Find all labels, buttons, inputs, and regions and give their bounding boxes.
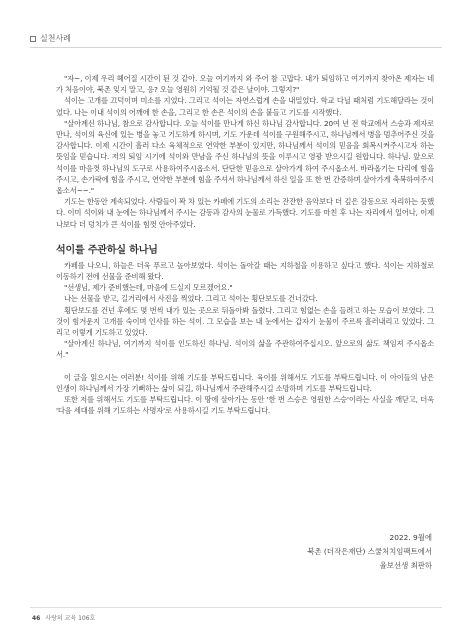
paragraph: 기도는 한동안 계속되었다. 사람들이 꽉 차 있는 카페에 기도의 소리는 잔잔한 음악보다 더 깊은 감동으로 자리하는 듯했다. 이미 석이와 내 눈에는 하나님께서 주시는 감동과 감사의 눈물로 가득했다. 기도를 마친 후 나는 자리에서 일어나, 이제 나보다 더 덩치가 큰 석이를 힘껏 안아주었다. [56,197,434,229]
paragraph: 석이는 고개를 끄덕이며 미소를 지었다. 그리고 석이는 자연스럽게 손을 내밀었다. 학교 다닐 때처럼 기도해달라는 것이었다. 나는 이내 석이의 어깨에 한 손을, 그리고 한 손은 석이의 손을 붙들고 기도를 시작했다. [56,96,434,117]
signature-school: 북촌 (더작은재단) 스쿨처치임팩트에서 [307,547,432,556]
section-title: 실천사례 [40,34,71,43]
paragraph: "자~, 이제 우리 헤어질 시간이 된 것 같아. 오늘 여기까지 와 주어 참 고맙다. 내가 퇴임하고 여기까지 찾아온 제자는 네가 처음이야, 북촌 잊지 말고, 응? 오늘 영원히 기억될 것 같은 날이야. 그렇지?" [56,74,434,95]
signature-author: 율보선생 최판하 [379,561,432,570]
paragraph: "살아계신 하나님, 참으로 감사합니다. 오늘 석이를 만나게 하신 하나님 감사합니다. 20여 년 전 학교에서 스승과 제자로 만나, 석이의 육신에 있는 병을 놓고 기도하게 하시며, 기도 가운데 석이를 구원해주시고, 하나님께서 병을 멈추어주신 것을 감사합니다. 이제 시간이 흘러 다소 육체적으로 연약한 부분이 있지만, 하나님께서 석이의 믿음을 회복시켜주시고자 하는 뜻임을 믿습니다. 저의 퇴임 시기에 석이와 만남을 주신 하나님의 뜻을 이루시고 영광 받으시길 원합니다. 하나님. 앞으로 석이를 마음껏 하나님의 도구로 사용하여주시옵소서. 단단한 믿음으로 살아가게 하여 주시옵소서. 바라옵기는 다리에 힘을 주시고, 손가락에 힘을 주시고, 연약한 부분에 힘을 주셔서 하나님께서 하신 일을 또 한 번 간증하며 살아가게 축복하여주시옵소서~~." [56,118,434,196]
paragraph: "살아계신 하나님, 여기까지 석이를 인도하신 하나님. 석이의 삶을 주관하여주십시오. 앞으로의 삶도 책임져 주시옵소서." [56,339,434,360]
footer-divider [30,607,442,608]
paragraph: 또한 저를 위해서도 기도를 부탁드립니다. 이 땅에 살아가는 동안 '한 번 스승은 영원한 스승'이라는 사실을 깨닫고, 더욱 '다음 세대를 위해 기도하는 사명자'로 사용하시길 기도 부탁드립니다. [56,395,434,416]
paragraph: "선생님, 제가 준비했는데, 마음에 드실지 모르겠어요." [64,283,233,293]
signature-date: 2022. 9월에 [389,533,432,542]
article-body [56,73,434,416]
publication-name: 사랑의 교육 106호 [45,615,96,622]
square-icon [30,36,36,42]
section-tag [30,33,71,44]
page-footer [32,613,95,622]
paragraph: 나는 선물을 받고, 길거리에서 사진을 찍었다. 그리고 석이는 횡단보도를 건너갔다. [64,294,318,304]
header-divider [30,47,442,48]
signature-block [307,531,432,573]
page-number: 46 [32,615,41,622]
paragraph: 횡단보도를 건넌 후에도 몇 번씩 내가 있는 곳으로 뒤돌아봐 돌렸다. 그리고 힘없는 손을 들려고 하는 모습이 보였다. 그것이 힘겨운지 고개를 숙이며 인사를 하는 석이. 그 모습을 보는 내 눈에서는 갑자기 눈물이 주르륵 흘러내리고 있었다. 그리고 이렇게 기도하고 있었다. [56,305,434,338]
paragraph: 이 글을 읽으시는 여러분! 석이를 위해 기도를 부탁드립니다. 육이를 위해서도 기도를 부탁드립니다. 이 아이들의 남은 인생이 하나님께서 가장 기뻐하는 삶이 되길, 하나님께서 주관해주시길 소망하며 기도를 부탁드립니다. [56,372,434,393]
section-heading: 석이를 주관하실 하나님 [56,244,158,256]
paragraph: 카페를 나오니, 하늘은 더욱 푸르고 높아보였다. 석이는 돌아갈 때는 지하철을 이용하고 싶다고 했다. 석이는 지하철로 이동하기 전에 선물을 준비해 왔다. [56,260,434,282]
